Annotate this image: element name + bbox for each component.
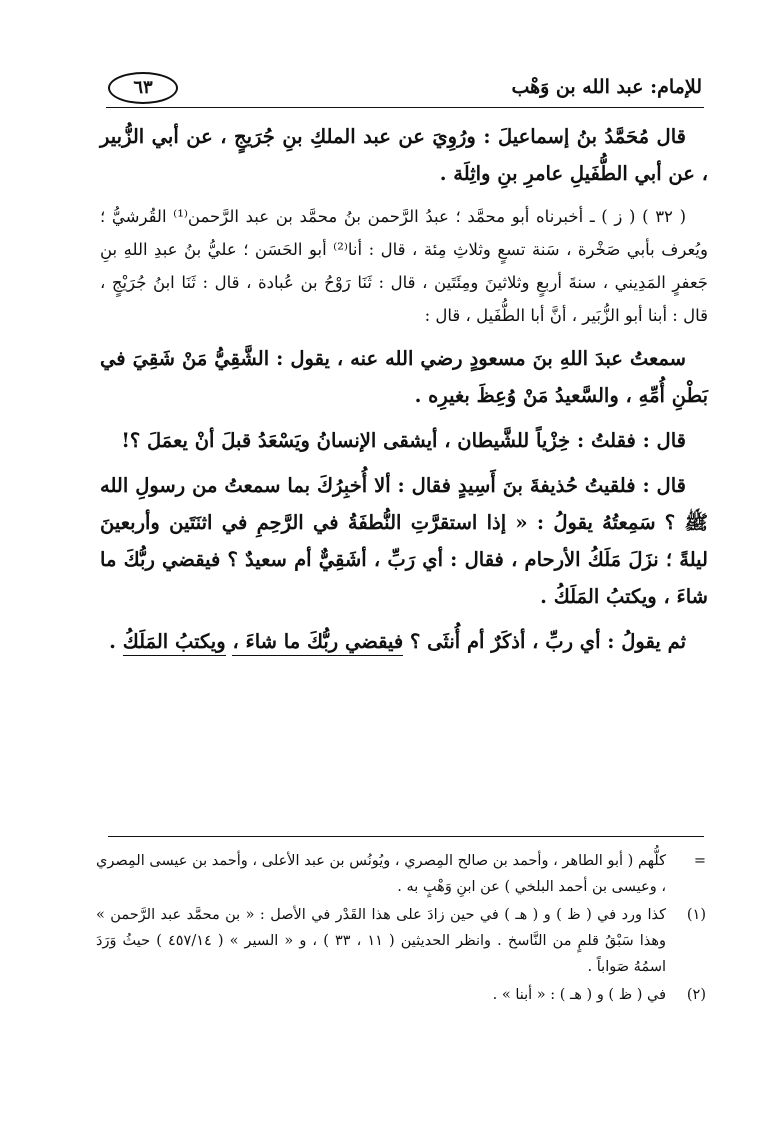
paragraph-6 xyxy=(100,623,708,660)
footnote-text: في ( ظ ) و ( هـ ) : « أبنا » . xyxy=(492,987,666,1003)
footnote-1 xyxy=(96,902,706,980)
main-text xyxy=(100,118,708,668)
paragraph-6-lead: ثم يقولُ : أي ربِّ ، أذكَرٌ أم أُنثَى ؟ xyxy=(403,630,686,653)
footnotes xyxy=(96,848,706,1010)
page-number: ٦٣ xyxy=(108,72,178,104)
paragraph-6-end: . xyxy=(109,630,123,653)
paragraph-2-isnad: ( ٣٢ ) ( ز ) ـ أخبرناه أبو محمَّد ؛ عبدُ الرَّحمن بنُ محمَّد بن عبد الرَّحمن⁽¹⁾ القُرشيُّ ؛ ويُعرف بأبي صَخْرة ، سَنة تسعٍ وثلاثِ مِئة ، قال : أنا⁽²⁾ أبو الحَسَن ؛ عليُّ بنُ عبدِ اللهِ بنِ جَعفرٍ المَدِيني ، سنةَ أربعٍ وثلاثينَ ومِئَتَين ، قال : ثَنَا رَوْحُ بن عُبادة ، قال : ثَنَا ابنُ جُرَيْجٍ ، قال : أبنا أبو الزُّبَير ، أنَّ أبا الطُّفَيل ، قال : xyxy=(100,207,708,325)
footnote-continuation xyxy=(96,848,706,900)
footnote-divider xyxy=(108,836,704,837)
underlined-phrase-2: ويكتبُ المَلَكُ xyxy=(123,630,226,656)
footnote-text: كذا ورد في ( ظ ) و ( هـ ) في حين زادَ على هذا القَدْر في الأصل : « بن محمَّد عبد الرَّحمن » وهذا سَبْقُ قلمٍ من النَّاسخ . وانظر الحديثين ( ١١ ، ٣٣ ) ، و « السير » ( ٤٥٧/١٤ ) حيثُ وَرَدَ اسمُهُ صَواباً . xyxy=(96,907,667,975)
paragraph-5-hadith: قال : فلقيتُ حُذيفةَ بنَ أَسِيدٍ فقال : ألا أُخبِرُكَ بما سمعتُ من رسولِ الله ﷺ ؟ سَمِعتُهُ يقولُ : « إذا استقرَّتِ النُّطفَةُ في الرَّحِمِ في اثنَتَين وأربعينَ ليلةً ؛ نزَلَ مَلَكُ الأرحام ، فقال : أي رَبِّ ، أشَقِيٌّ أم سعيدٌ ؟ فيقضي ربُّكَ ما شاءَ ، ويكتبُ المَلَكُ . xyxy=(100,474,708,608)
header-divider xyxy=(106,107,704,108)
header-title: للإمام: عبد الله بن وَهْب xyxy=(511,76,702,98)
paragraph-1: قال مُحَمَّدُ بنُ إسماعيلَ : ورُوِيَ عن عبد الملكِ بنِ جُرَيجٍ ، عن أبي الزُّبير ، عن أبي الطُّفَيلِ عامرِ بنِ واثِلَة . xyxy=(100,125,708,185)
paragraph-3: سمعتُ عبدَ اللهِ بنَ مسعودٍ رضي الله عنه ، يقول : الشَّقِيُّ مَنْ شَقِيَ في بَطْنِ أُمِّهِ ، والسَّعيدُ مَنْ وُعِظَ بغيرِه . xyxy=(100,347,708,407)
footnote-mark: (١) xyxy=(686,907,706,923)
footnote-2 xyxy=(96,982,706,1008)
footnote-mark: = xyxy=(693,853,706,869)
underlined-phrase-1: فيقضي ربُّكَ ما شاءَ ، xyxy=(232,630,403,656)
paragraph-4: قال : فقلتُ : خِزْياً للشَّيطان ، أيشقى الإنسانُ ويَسْعَدُ قبلَ أنْ يعمَلَ ؟! xyxy=(121,429,686,452)
running-header xyxy=(108,72,702,106)
footnote-text: كلُّهم ( أبو الطاهر ، وأحمد بن صالح المِصري ، ويُونُس بن عبد الأعلى ، وأحمد بن عيسى المِصري ، وعيسى بن أحمد البلخي ) عن ابنِ وَهْبٍ به . xyxy=(96,853,666,895)
footnote-mark: (٢) xyxy=(686,987,706,1003)
